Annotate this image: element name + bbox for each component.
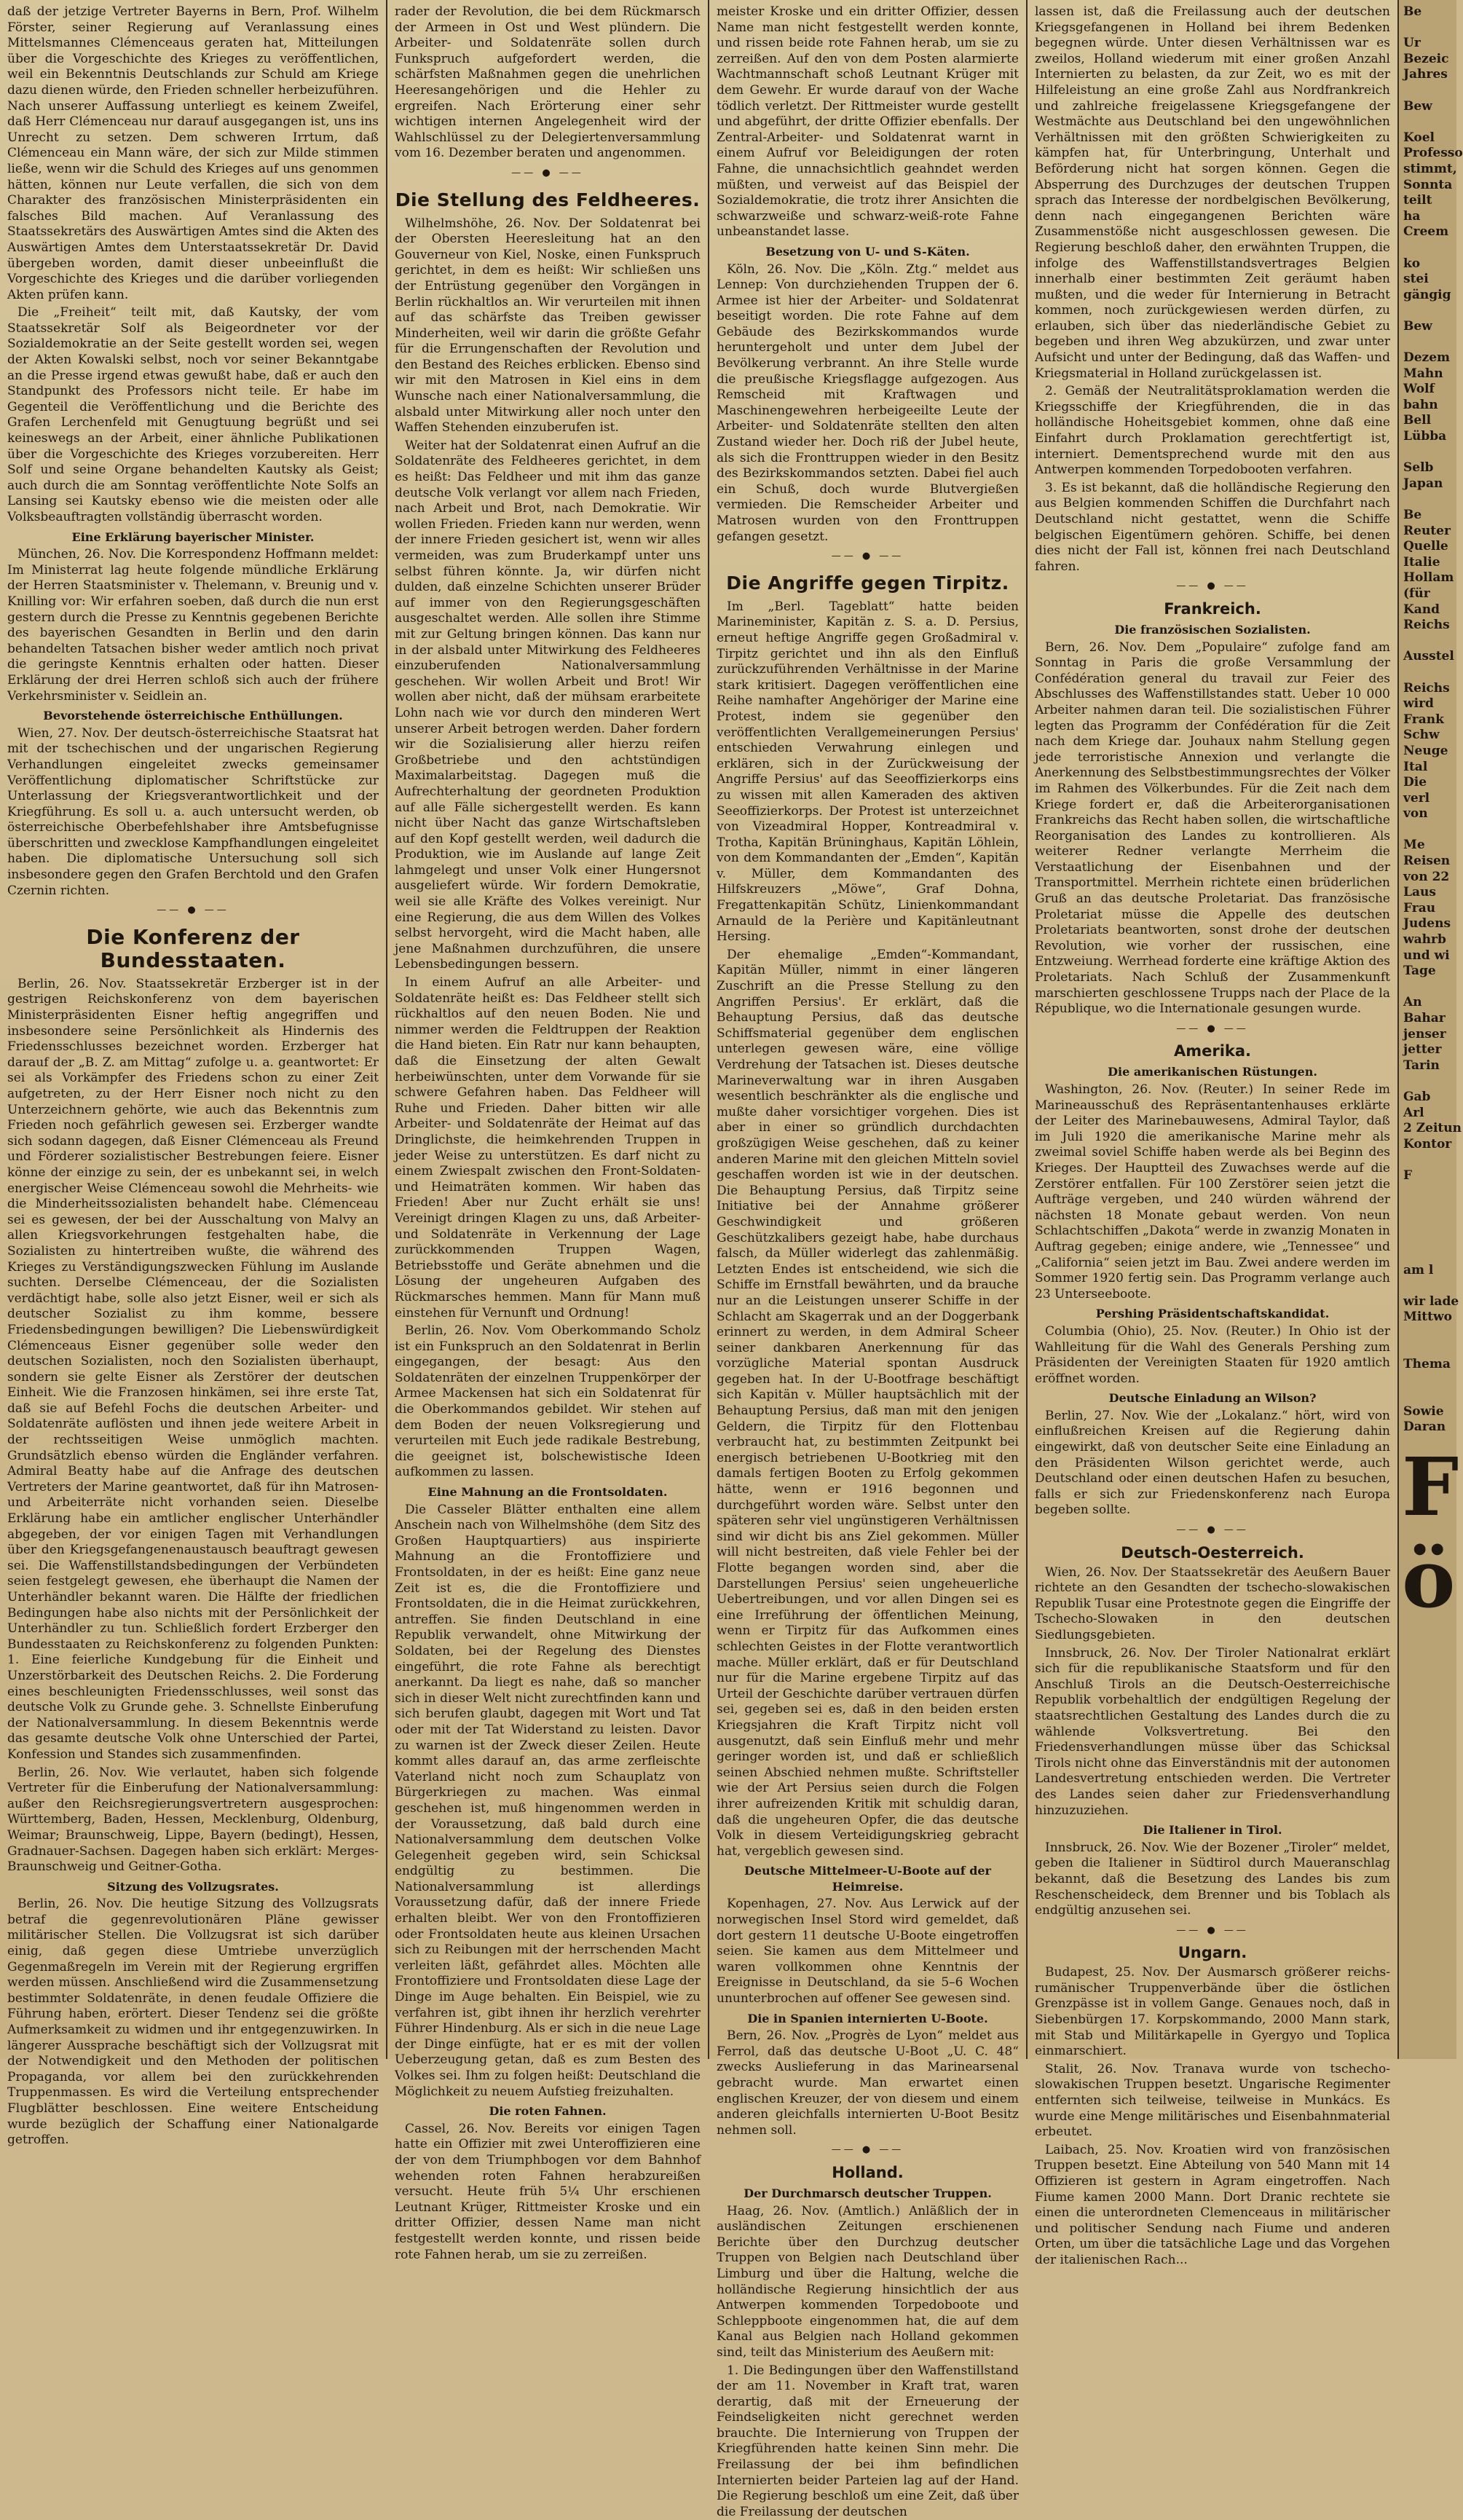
cropped-text-line: Frau	[1403, 901, 1455, 917]
cropped-text-line: Japan	[1403, 476, 1455, 492]
article-text: Berlin, 26. Nov. Staatssekretär Erzberger ist in der gestrigen Reichskonferenz von dem bayerischen Ministerpräsidenten Eisner heftig angegriffen und insbesondere seine Persönlichkeit als Hindernis des Friedensschlusses bezeichnet worden. Erzberger hat darauf der „B. Z. am Mittag“ zufolge u. a. geantwortet: Er sei als Vorkämpfer des Friedens schon zu einer Zeit aufgetreten, zu der Herr Eisner noch nicht zu den Unterzeichnern gehörte, wie auch das Bekenntnis zum Frieden noch gefährlich gewesen sei. Erzberger wandte sich sodann dagegen, daß Eisner Clémenceau als Freund und Förderer sozialistischer Bestrebungen feiere. Eisner könne der einzige zu sein, der es unbekannt sei, in welch energischer Weise Clémenceau sowohl die Mehrheits- wie die Minderheitssozialisten behandelt habe. Clémenceau sei es gewesen, der bei der Ausschaltung von Malvy an allen Kriegsvorkehrungen festgehalten habe, die Sozialisten zu hintertreiben wußte, die während des Krieges zu Verständigungszwecken Fühlung im Auslande suchten. Derselbe Clémenceau, der die Sozialisten verdächtigt habe, solle also jetzt Eisner, weil er sich als deutscher Sozialist zu ihm komme, bessere Friedensbedingungen bewilligen? Die Liebenswürdigkeit Clémenceaus Eisner gegenüber solle weder den deutschen Sozialisten, noch den Sozialisten überhaupt, sondern sie gelte Eisner als Zerstörer der deutschen Einheit. Wie die Franzosen hinkämen, sei ihre erste Tat, daß sie auf Befehl Fochs die deutschen Arbeiter- und Soldatenräte auflösten und ihnen jede weitere Arbeit in der rechtsseitigen Weise unmöglich machten. Grundsätzlich ebenso würden die Engländer verfahren. Admiral Beatty habe auf die Anfrage des deutschen Vertreters der Marine geantwortet, daß für ihn Matrosen- und Arbeiterräte nicht vorhanden seien. Dieselbe Erklärung habe ein amtlicher englischer Unterhändler abgegeben, der vor einigen Tagen mit Verhandlungen über den Kriegsgefangenenaustausch beauftragt gewesen sei. Die Waffenstillstandsbedingungen der Verbündeten seien festgelegt gewesen, ehe überhaupt die Namen der Unterhändler bekannt waren. Die Hälfte der friedlichen Bedingungen habe also nichts mit der Persönlichkeit der Unterhändler zu tun. Schließlich fordert Erzberger den Bundesstaaten zu Reichskonferenz zu folgenden Punkten: 1. Eine feierliche Kundgebung für die Einheit und Unzerstörbarkeit des Deutschen Reichs. 2. Die Forderung eines beschleunigten Friedensschlusses, weil sonst das deutsche Volk zu Grunde gehe. 3. Schnellste Einberufung der Nationalversammlung. In diesem Bekenntnis werde das gesamte deutsche Volk ohne Unterschied der Partei, Konfession und Standes sich zusammenfinden.	[7, 977, 379, 1763]
article-text: meister Kroske und ein dritter Offizier, dessen Name man nicht festgestellt werden konnte, und rissen beide rote Fahnen herab, um sie zu zerreißen. Auf den von dem Posten alarmierte Wachtmannschaft schoß Leutnant Krüger mit dem Gewehr. Er wurde darauf von der Wache tödlich verletzt. Der Rittmeister wurde gestellt und abgeführt, der dritte Offizier ebenfalls. Der Zentral-Arbeiter- und Soldatenrat warnt in einem Aufruf vor Beleidigungen der roten Fahne, die unnachsichtlich geahndet werden müßten, und verweist auf das Beispiel der Sozialdemokratie, die trotz ihrer Ansichten die schwarzweiße und schwarz-weiß-rote Fahne unbeanstandet lasse.	[717, 4, 1019, 240]
cropped-text-line: am l	[1403, 1263, 1455, 1279]
section-heading: Eine Mahnung an die Frontsoldaten.	[395, 1484, 701, 1500]
cropped-text-line	[1403, 1216, 1455, 1232]
cropped-text-line: Be	[1403, 4, 1455, 20]
cropped-text-line: Tarin	[1403, 1058, 1455, 1074]
article-text: Weiter hat der Soldatenrat einen Aufruf an die Soldatenräte des Feldheeres gerichtet, in dem es heißt: Das Feldheer und mit ihm das ganze deutsche Volk verlangt vor allem nach Frieden, nach Arbeit und Brot, nach Demokratie. Wir wollen Frieden. Frieden kann nur werden, wenn der innere Frieden gesichert ist, wenn wir alles vermeiden, was zum Bruderkampf unter uns selbst führen könnte. Ja, wir dürfen nicht dulden, daß einzelne Schichten unserer Brüder auf immer von den Regierungsgeschäften ausgeschaltet werden. Alle sollen ihre Stimme mit zur Geltung bringen können. Das kann nur in der alsbald unter Mitwirkung des Feldheeres einzuberufenden Nationalversammlung geschehen. Wir wollen Arbeit und Brot! Wir wollen aber nicht, daß der mühsam erarbeitete Lohn nach wie vor durch den minderen Wert unserer Arbeit betrogen werden. Daher fordern wir die Sozialisierung aller hierzu reifen Großbetriebe und den achtstündigen Maximalarbeitstag. Dagegen muß die Aufrechterhaltung der geordneten Produktion auf alle Fälle sichergestellt werden. Es kann nicht über Nacht das ganze Wirtschaftsleben auf den Kopf gestellt werden, weil dadurch die Produktion, wie im Auslande auf lange Zeit lahmgelegt und unser Volk einer Hungersnot ausgeliefert würde. Wir fordern Demokratie, weil sie alle Kräfte des Volkes vereinigt. Nur eine Regierung, die aus dem Willen des Volkes selbst hervorgeht, wird die Macht haben, alle jene Maßnahmen durchzuführen, die unsere Lebensbedingungen bessern.	[395, 438, 701, 973]
article-text: Berlin, 27. Nov. Wie der „Lokalanz.“ hört, wird von einflußreichen Kreisen auf die Regierung dahin eingewirkt, daß von deutscher Seite eine Einladung an den Präsidenten Wilson gerichtet werde, auch Deutschland oder einen deutschen Hafen zu besuchen, falls er sich zur Friedenskonferenz nach Europa begeben sollte.	[1035, 1409, 1390, 1519]
cropped-text-line: Mittwo	[1403, 1310, 1455, 1326]
cropped-text-line	[1403, 445, 1455, 461]
cropped-text-line: Wolf	[1403, 382, 1455, 398]
cropped-text-line: von 22	[1403, 870, 1455, 886]
cropped-text-line: Frank	[1403, 712, 1455, 728]
article-text: Stalit, 26. Nov. Tranava wurde von tschecho-slowakischen Truppen besetzt. Ungarische Regimenter entfernten sich teilweise, teilweise in Munkács. Es wurde eine Menge militärisches und Eisenbahnmaterial erbeutet.	[1035, 2062, 1390, 2141]
cropped-text-line	[1403, 665, 1455, 681]
cropped-text-line	[1403, 1278, 1455, 1294]
cropped-text-line	[1403, 1074, 1455, 1090]
cropped-text-line	[1403, 20, 1455, 36]
cropped-text-line: Schw	[1403, 728, 1455, 744]
article-text: Bern, 26. Nov. „Progrès de Lyon“ meldet aus Ferrol, daß das deutsche U-Boot „U. C. 48“ zwecks Auslieferung in das Marinearsenal gebracht wurde. Man erwartet einen englischen Kreuzer, der von diesem und einem anderen gleichfalls internierten U-Boot Besitz nehmen soll.	[717, 2028, 1019, 2138]
divider: —— ● ——	[717, 548, 1019, 564]
article-text: In einem Aufruf an alle Arbeiter- und Soldatenräte heißt es: Das Feldheer stellt sich rückhaltlos auf den neuen Boden. Nie und nimmer werden die Feldtruppen der Reaktion die Hand bieten. Ein Ratr nur kann behaupten, daß die Einsetzung der alten Gewalt herbeiwünschten, unter dem Vorwande für sie schwere Gefahren haben. Das Feldheer will Ruhe und Frieden. Daher bitten wir alle Arbeiter- und Soldatenräte der Heimat auf das Dringlichste, die heimkehrenden Truppen in jeder Weise zu unterstützen. Es darf nicht zu einem Zwiespalt zwischen den Front-Soldaten- und Heimaträten kommen. Wir haben das Frieden! Aber nur Zucht erhält sie uns! Vereinigt dringen Klagen zu uns, daß Arbeiter- und Soldatenräte in Verkennung der Lage zurückkommenden Truppen Wagen, Betriebsstoffe und Geräte abnehmen und die Lösung der ungeheuren Aufgaben des Rückmarsches hemmen. Mann für Mann muß einstehen für Vernunft und Ordnung!	[395, 975, 701, 1321]
cropped-text-line: Ur	[1403, 36, 1455, 52]
section-heading: Die roten Fahnen.	[395, 2103, 701, 2119]
cropped-text-line: Gab	[1403, 1090, 1455, 1106]
cropped-text-line: Me	[1403, 838, 1455, 854]
article-text: Köln, 26. Nov. Die „Köln. Ztg.“ meldet aus Lennep: Von durchziehenden Truppen der 6. Armee ist hier der Arbeiter- und Soldatenrat beseitigt worden. Die rote Fahne auf dem Gebäude des Bezirkskommandos wurde heruntergeholt und unter dem Jubel der Bevölkerung verbrannt. An ihre Stelle wurde die preußische Kriegsflagge aufgezogen. Aus Remscheid mit Kraftwagen und Maschinengewehren herbeigeeilte Leute der Arbeiter- und Soldatenräte stellten den alten Zustand wieder her. Doch riß der Jubel heute, als sich die Fronttruppen wieder in den Besitz des Bezirkskommandos setzten. Dabei fiel auch ein Schuß, doch wurde Blutvergießen vermieden. Die Remscheider Arbeiter und Matrosen wurden von den Fronttruppen gefangen gesetzt.	[717, 262, 1019, 546]
cropped-text-line: Dezem	[1403, 350, 1455, 366]
section-heading: Deutsche Mittelmeer-U-Boote auf der Heimreise.	[717, 1863, 1019, 1894]
section-heading: Deutsche Einladung an Wilson?	[1035, 1390, 1390, 1406]
article-text: daß der jetzige Vertreter Bayerns in Bern, Prof. Wilhelm Förster, seiner Regierung auf Veranlassung eines Mittelsmannes Clémenceaus geraten hat, Mitteilungen über die Vorgeschichte des Krieges zu veröffentlichen, weil ein Bekenntnis Deutschlands zur Schuld am Kriege dazu dienen würde, den Frieden schneller herbeizuführen. Nach unserer Auffassung unterliegt es keinem Zweifel, daß Herr Clémenceau nur darauf ausgegangen ist, uns ins Unrecht zu setzen. Dem schweren Irrtum, daß Clémenceau ein Mann wäre, der sich zur Milde stimmen ließe, wenn wir die Schuld des Krieges auf uns genommen hätten, können nur Leute verfallen, die sich von dem Charakter des französischen Ministerpräsidenten ein falsches Bild machen. Auf Veranlassung des Staatssekretärs des Auswärtigen Amtes sind die Akten des Auswärtigen Amtes dem Unterstaatssekretär Dr. David übergeben worden, damit dieser unbeeinflußt die Vorgeschichte des Krieges und die darüber vorliegenden Akten prüfen kann.	[7, 4, 379, 303]
cropped-text-line: Mahn	[1403, 366, 1455, 382]
article-text: Die Casseler Blätter enthalten eine allem Anschein nach von Wilhelmshöhe (dem Sitz des Großen Hauptquartiers) aus inspirierte Mahnung an die Frontoffiziere und Frontsoldaten, in der es heißt: Eine ganz neue Zeit ist es, die die Frontoffiziere und Frontsoldaten, die in die Heimat zurückkehren, antreffen. Sie finden Deutschland in eine Republik verwandelt, ohne Mitwirkung der Soldaten, bei der Regelung des Dienstes eingeführt, die rote Fahne als berechtigt anerkannt. Da liegt es nahe, daß so mancher sich in dieser Welt nicht zurechtfinden kann und sich berufen glaubt, dagegen mit Wort und Tat oder mit der Tat Widerstand zu leisten. Davor zu warnen ist der Zweck dieser Zeilen. Heute kommt alles darauf an, das arme zerfleischte Vaterland nicht noch zum Schauplatz von Bürgerkriegen zu machen. Was einmal geschehen ist, muß hingenommen werden in der Voraussetzung, daß bald durch eine Nationalversammlung dem deutschen Volke Gelegenheit gegeben wird, sein Schicksal endgültig zu bestimmen. Die Nationalversammlung ist allerdings Voraussetzung dafür, daß der innere Friede erhalten bleibt. Wer von den Frontoffizieren oder Frontsoldaten heute aus kleinen Ursachen sich zu Reibungen mit der herrschenden Macht verleiten läßt, gefährdet alles. Möchten alle Frontoffiziere und Frontsoldaten diese Lage der Dinge im Auge behalten. Ein Beispiel, wie zu verfahren ist, gibt ihnen ihr herzlich verehrter Führer Hindenburg. Als er sich in die neue Lage der Dinge einfügte, hat er es mit der vollen Ueberzeugung getan, daß es zum Besten des Volkes sei. Ihm zu folgen heißt: Deutschland die Möglichkeit zu neuem Aufstieg freizuhalten.	[395, 1503, 701, 2100]
cropped-text-line: Daran	[1403, 1420, 1455, 1436]
article-text: Im „Berl. Tageblatt“ hatte beiden Marineminister, Kapitän z. S. a. D. Persius, erneut heftige Angriffe gegen Großadmiral v. Tirpitz gerichtet und ihn als den Einfluß zurückzuführenden Verhältnisse in der Marine stark kritisiert. Dagegen veröffentlichen eine Reihe namhafter Angehöriger der Marine eine Protest, indem sie gegenüber den veröffentlichten Verallgemeinerungen Persius' entschieden Verwahrung einlegen und erklären, sich in der Zurückweisung der Angriffe Persius' auf das Seeoffizierkorps eins zu wissen mit allen Kameraden des aktiven Seeoffizierkorps. Der Protest ist unterzeichnet von Vizeadmiral Hopper, Kontreadmiral v. Trotha, Kapitän Brüninghaus, Kapitän Löhlein, von dem Kommandanten der „Emden“, Kapitän v. Müller, dem Kommandanten des Hilfskreuzers „Möwe“, Graf Dohna, Fregattenkapitän Schütz, Linienkommandant Arnauld de la Perière und Kapitänleutnant Hersing.	[717, 599, 1019, 945]
section-heading: Eine Erklärung bayerischer Minister.	[7, 529, 379, 546]
cropped-text-line: Bahar	[1403, 1011, 1455, 1027]
cropped-text-line: Reichs	[1403, 681, 1455, 697]
article-title: Ungarn.	[1035, 1944, 1390, 1962]
section-heading: Die amerikanischen Rüstungen.	[1035, 1064, 1390, 1080]
column-4	[1028, 0, 1397, 2059]
cropped-text-line	[1403, 1326, 1455, 1342]
cropped-text-line: F	[1403, 1168, 1455, 1184]
cropped-text-line	[1403, 634, 1455, 650]
divider: —— ● ——	[1035, 578, 1390, 594]
article-title: Die Stellung des Feldheeres.	[395, 189, 701, 212]
cropped-text-line: jenser	[1403, 1027, 1455, 1043]
article-text: Berlin, 26. Nov. Die heutige Sitzung des Vollzugsrats betraf die gegenrevolutionären Pläne gewisser militärischer Stellen. Die Vollzugsrat ist sich darüber einig, daß gegen diese Umtriebe unverzüglich Gegenmaßregeln im Verein mit der Regierung ergriffen werden müssen. Anschließend wird die Zusammensetzung bestimmter Soldatenräte, in denen feudale Offiziere die Führung haben, erörtert. Dieser Tendenz sei die größte Aufmerksamkeit zu widmen und ihr entgegenzuwirken. In längerer Aussprache beschäftigt sich der Vollzugsrat mit der Notwendigkeit und den Methoden der politischen Propaganda, vor allem bei den zurückkehrenden Truppenmassen. Es wird die Verteilung entsprechender Flugblätter beschlossen. Eine weitere Entscheidung wurde bezüglich der Schaffung einer Nationalgarde getroffen.	[7, 1897, 379, 2149]
cropped-text-line: Jahres	[1403, 67, 1455, 83]
cropped-text-line	[1403, 822, 1455, 838]
divider: —— ● ——	[1035, 1522, 1390, 1538]
article-text: Kopenhagen, 27. Nov. Aus Lerwick auf der norwegischen Insel Stord wird gemeldet, daß dort gestern 11 deutsche U-Boote eingetroffen seien. Sie kamen aus dem Mittelmeer und waren vollkommen ohne Kenntnis der Ereignisse in Deutschland, da sie 5–6 Wochen ununterbrochen auf offener See gewesen sind.	[717, 1897, 1019, 2007]
article-text: Innsbruck, 26. Nov. Der Tiroler Nationalrat erklärt sich für die republikanische Staatsform und für den Anschluß Tirols an die Deutsch-Oesterreichische Republik vorbehaltlich der endgültigen Regelung der staatsrechtlichen Gestaltung des Landes durch die zu wählende Volksvertretung. Bei den Friedensverhandlungen müsse über das Schicksal Tirols nicht ohne das Einverständnis mit der autonomen Landesvertretung entschieden werden. Die Vertreter des Landes seien daher zur Friedensverhandlung hinzuzuziehen.	[1035, 1646, 1390, 1819]
article-text: Berlin, 26. Nov. Wie verlautet, haben sich folgende Vertreter für die Einberufung der Nationalversammlung: außer den Reichsregierungsvertretern ausgesprochen: Württemberg, Baden, Hessen, Mecklenburg, Oldenburg, Weimar; Braunschweig, Lippe, Bayern (bedingt), Hessen, Gradnauer-Sachsen. Dagegen haben sich erklärt: Merges-Braunschweig und Geitner-Gotha.	[7, 1765, 379, 1875]
article-text: 2. Gemäß der Neutralitätsproklamation werden die Kriegsschiffe der Kriegführenden, die in das holländische Hoheitsgebiet kommen, ohne daß eine Einfahrt durch Proklamation gerechtfertigt ist, interniert. Dementsprechend wurde mit den aus Antwerpen kommenden Torpedobooten verfahren.	[1035, 384, 1390, 479]
ad-large-letter: F	[1402, 1447, 1455, 1527]
cropped-text-line	[1403, 1388, 1455, 1404]
article-title: Deutsch-Oesterreich.	[1035, 1544, 1390, 1562]
article-text: Die „Freiheit“ teilt mit, daß Kautsky, der vom Staatssekretär Solf als Beigeordneter vor der Sozialdemokratie an der Seite gestellt worden sei, wegen der Akten Kowalski selbst, noch vor seiner Bekanntgabe an die Presse irgend etwas gewußt habe, daß er auch den Standpunkt des Professors nicht teile. Er habe im Gegenteil die Veröffentlichung und die Berichte des Grafen Lerchenfeld mit Genugtuung begrüßt und sei keineswegs an der Arbeit, einer ähnliche Publikationen über die Vorgeschichte des Krieges vorzubereiten. Herr Solf und seine Organe behandelten Kautsky als Geist; auch durch die am Sonntag veröffentlichte Note Solfs an Lansing sei Kautsky ebenso wie die meisten oder alle Volksbeauftragten vollständig überrascht worden.	[7, 305, 379, 525]
divider: —— ● ——	[1035, 1923, 1390, 1939]
article-text: Laibach, 25. Nov. Kroatien wird von französischen Truppen besetzt. Eine Abteilung von 540 Mann mit 14 Offizieren ist gestern in Agram eingetroffen. Nach Fiume kamen 2000 Mann. Dort Dranic rechtete sie einen die unterordneten Clemenceaus in militärischer und politischer Sendung nach Fiume und anderen Orten, um über die tatsächliche Lage und das Vorgehen der italienischen Rach...	[1035, 2143, 1390, 2269]
article-text: Columbia (Ohio), 25. Nov. (Reuter.) In Ohio ist der Wahlleitung für die Wahl des Generals Pershing zum Präsidenten der Vereinigten Staaten für 1920 amtlich eröffnet worden.	[1035, 1324, 1390, 1387]
cropped-text-line: ha	[1403, 209, 1455, 225]
cropped-text-line: wir lade	[1403, 1294, 1455, 1310]
cropped-text-line	[1403, 114, 1455, 130]
cropped-text-line: (für	[1403, 586, 1455, 602]
cropped-text-line	[1403, 1247, 1455, 1263]
cropped-text-line	[1403, 1341, 1455, 1357]
section-heading: Bevorstehende österreichische Enthüllungen.	[7, 708, 379, 724]
cropped-text-line	[1403, 1184, 1455, 1200]
article-text: 1. Die Bedingungen über den Waffenstillstand der am 11. November in Kraft trat, waren derartig, daß mit der Erneuerung der Feindseligkeiten nicht gerechnet werden brauchte. Die Internierung von Truppen der Kriegführenden hatte keinen Sinn mehr. Die Freilassung der bei ihm befindlichen Internierten beider Parteien lag auf der Hand. Die Regierung beschloß um eine Zeit, daß über die Freilassung der deutschen	[717, 2363, 1019, 2520]
cropped-text-line: Professo	[1403, 146, 1455, 162]
cropped-text-line: Kand	[1403, 602, 1455, 618]
article-text: München, 26. Nov. Die Korrespondenz Hoffmann meldet: Im Ministerrat lag heute folgende mündliche Erklärung der Herren Staatsminister v. Thelemann, v. Breunig und v. Knilling vor: Wir erfahren soeben, daß durch die nun erst gestern durch die Presse zu Kenntnis gegebenen Berichte des bayerischen Gesandten in Berlin und den darin behandelten Tatsachen bisher weder amtlich noch privat die geringste Kenntnis erhalten oder hatten. Dieser Erklärung der drei Herren schloß sich auch der frühere Verkehrsminister v. Seidlein an.	[7, 547, 379, 704]
section-heading: Sitzung des Vollzugsrates.	[7, 1879, 379, 1895]
cropped-text-lines	[1403, 4, 1455, 1436]
article-text: Budapest, 25. Nov. Der Ausmarsch größerer reichs-rumänischer Truppenverbände über die östlichen Grenzpässe ist in vollem Gange. Genaues noch, daß in Siebenbürgen 17. Korpskommando, 2000 Mann stark, mit Stab und Militärkapelle in Gyergyo und Toplica einmarschiert.	[1035, 1965, 1390, 2060]
cropped-text-line: Ital	[1403, 760, 1455, 776]
cropped-text-line: verl	[1403, 791, 1455, 807]
cropped-text-line: Sonnta	[1403, 178, 1455, 194]
cropped-text-line	[1403, 240, 1455, 256]
section-heading: Die Italiener in Tirol.	[1035, 1822, 1390, 1838]
column-3	[709, 0, 1026, 2059]
cropped-text-line: und wi	[1403, 948, 1455, 964]
article-text: rader der Revolution, die bei dem Rückmarsch der Armeen in Ost und West plündern. Die Arbeiter- und Soldatenräte sollen durch Funkspruch aufgefordert werden, die schärfsten Maßnahmen gegen die unehrlichen Heeresangehörigen und die Hehler zu ergreifen. Nach Erörterung einer sehr wichtigen internen Angelegenheit wird der Wahlschlüssel zu der Delegiertenversammlung vom 16. Dezember beraten und angenommen.	[395, 4, 701, 162]
cropped-text-line: jetter	[1403, 1042, 1455, 1058]
cropped-text-line: teilt	[1403, 193, 1455, 209]
cropped-text-line	[1403, 1152, 1455, 1168]
cropped-text-line: Reisen	[1403, 854, 1455, 870]
article-title: Amerika.	[1035, 1042, 1390, 1060]
article-title: Die Konferenz der Bundesstaaten.	[7, 926, 379, 972]
cropped-text-line: von	[1403, 806, 1455, 822]
cropped-text-line	[1403, 334, 1455, 350]
section-heading: Besetzung von U- und S-Käten.	[717, 244, 1019, 260]
cropped-text-line: Kontor	[1403, 1137, 1455, 1153]
article-text: Washington, 26. Nov. (Reuter.) In seiner Rede im Marineausschuß des Repräsentantenhauses erklärte der Leiter des Marinebauwesens, Admiral Taylor, daß im Juli 1920 die amerikanische Marine mehr als zweimal soviel Schiffe haben werde als bei Beginn des Krieges. Der Hauptteil des Zuwachses werde auf die Zerstörer entfallen. Für 100 Zerstörer seien jetzt die Aufträge vergeben, und 240 würden während der nächsten 18 Monate gebaut werden. Von neun Schlachtschiffen „Dakota“ werde in zwanzig Monaten in Auftrag gegeben; einige andere, wie „Tennessee“ und „California“ seien jetzt im Bau. Zwei andere werden im Sommer 1920 fertig sein. Das Programm verlange auch 23 Unterseeboote.	[1035, 1082, 1390, 1302]
column-2	[387, 0, 708, 2059]
cropped-text-line: 2 Zeitun	[1403, 1121, 1455, 1137]
cropped-text-line: Bew	[1403, 99, 1455, 115]
cropped-text-line: Reichs	[1403, 618, 1455, 634]
article-text: 3. Es ist bekannt, daß die holländische Regierung den aus Belgien kommenden Schiffen die Durchfahrt nach Deutschland nicht gestattet, wenn die Schiffe belgischen Eigentümern gehören. Schiffe, bei denen dies nicht der Fall ist, können frei nach Deutschland fahren.	[1035, 481, 1390, 575]
cropped-text-line: Lübba	[1403, 429, 1455, 445]
cropped-text-line: Tage	[1403, 964, 1455, 980]
cropped-text-line	[1403, 1200, 1455, 1216]
cropped-text-line	[1403, 980, 1455, 996]
column-1	[0, 0, 386, 2059]
cropped-text-line: An	[1403, 995, 1455, 1011]
cropped-text-line: bahn	[1403, 398, 1455, 414]
cropped-text-line: Koel	[1403, 130, 1455, 146]
cropped-text-line	[1403, 492, 1455, 508]
article-title: Frankreich.	[1035, 600, 1390, 618]
article-text: Berlin, 26. Nov. Vom Oberkommando Scholz ist ein Funkspruch an den Soldatenrat in Berlin eingegangen, der besagt: Aus den Soldatenräten der einzelnen Truppenkörper der Armee Mackensen hat sich ein Soldatenrat für die Oberkommandos gebildet. Wir stehen auf dem Boden der neuen Volksregierung und verurteilen mit Euch jede radikale Bestrebung, die geeignet ist, bolschewistische Ideen aufkommen zu lassen.	[395, 1323, 701, 1481]
article-text: Innsbruck, 26. Nov. Wie der Bozener „Tiroler“ meldet, geben die Italiener in Südtirol durch Maueranschlag bekannt, daß die Besetzung des Landes bis zum Reschenscheideck, dem Brenner und bis Toblach als endgültig anzusehen sei.	[1035, 1840, 1390, 1919]
cropped-text-line: Bell	[1403, 413, 1455, 429]
cropped-text-line: Thema	[1403, 1357, 1455, 1373]
article-title: Die Angriffe gegen Tirpitz.	[717, 572, 1019, 595]
article-text: Der ehemalige „Emden“-Kommandant, Kapitän Müller, nimmt in einer längeren Zuschrift an die Presse Stellung zu den Angriffen Persius'. Er erklärt, daß die Behauptung Persius, daß das deutsche Schiffsmaterial gegenüber dem englischen unterlegen gewesen wäre, eine völlige Verdrehung der Tatsachen ist. Dieses deutsche Marineverwaltung war in ihren Ausgaben wesentlich beschränkter als die englische und mußte daher vorsichtiger vorgehen. Dies ist aber in einer so gründlich durchdachten großzügigen Weise geschehen, daß zu keiner anderen Marine mit den gleichen Mitteln soviel geschaffen worden ist wie in der deutschen. Die Behauptung Persius, daß Tirpitz seine Initiative bei der Annahme größerer Geschwindigkeit und größeren Geschützkalibers gezeigt habe, habe durchaus falsch, da Müller widerlegt das zahlenmäßig. Letzten Endes ist entscheidend, wie sich die Schiffe im Ernstfall bewährten, und da brauche nur an die Leistungen unserer Schiffe in der Schlacht am Skagerrak und an der Doggerbank erinnert zu werden, in dem Admiral Scheer seiner dankbaren Anerkennung für das vorzügliche Material spontan Ausdruck gegeben hat. In der U-Bootfrage beschäftigt sich Kapitän v. Müller hauptsächlich mit der Behauptung Persius, daß man mit den jenigen Geldern, die Tirpitz für den Flottenbau verbraucht hat, zu bestimmten Zeitpunkt bei energisch betriebenen U-Bootkrieg mit den damals fertigen Booten zu Erfolg gekommen hätte, wenn er 1916 begonnen und durchgeführt worden wäre. Selbst unter den späteren sehr viel ungünstigeren Verhältnissen sind wir dicht bis ans Ziel gekommen. Müller will nicht bestreiten, daß viele Fehler bei der Flotte begangen worden sind, aber die Darstellungen Persius' seien ungeheuerliche Uebertreibungen, und vor allen Dingen sei es eine Irreführung der öffentlichen Meinung, wenn er Tirpitz für das Aufkommen eines schlechten Geistes in der Flotte verantwortlich mache. Müller erklärt, daß er für Deutschland nur für die Marine ergebene Tirpitz auf das Urteil der Geschichte darüber vertrauen dürfen sei, gegeben sei es, daß in den beiden ersten Kriegsjahren die Kraft Tirpitz nicht voll ausgenutzt, daß sein Einfluß mehr und mehr geringer worden ist, und daß er schließlich seinen Abschied nehmen mußte. Schriftsteller wie der Art Persius seien durch die Folgen ihrer aufreizenden Kritik mit schuldig daran, daß die ungeheuren Opfer, die das deutsche Volk in diesem Verteidigungskrieg gebracht hat, vergeblich gewesen sind.	[717, 948, 1019, 1859]
cropped-text-line: Bezeic	[1403, 52, 1455, 68]
cropped-text-line: Sowie	[1403, 1404, 1455, 1420]
cropped-text-line: Ausstel	[1403, 649, 1455, 665]
divider: —— ● ——	[717, 2142, 1019, 2158]
article-text: Cassel, 26. Nov. Bereits vor einigen Tagen hatte ein Offizier mit zwei Unteroffizieren eine der von dem Triumphbogen vor dem Bahnhof wehenden roten Fahnen herabzureißen versucht. Heute früh 5¼ Uhr erschienen Leutnant Krüger, Rittmeister Kroske und ein dritter Offizier, dessen Name man nicht festgestellt werden konnte, und rissen beide rote Fahnen herab, um sie zu zerreißen.	[395, 2122, 701, 2263]
cropped-text-line: stimmt,	[1403, 162, 1455, 178]
section-heading: Pershing Präsidentschaftskandidat.	[1035, 1306, 1390, 1322]
article-text: Wien, 27. Nov. Der deutsch-österreichische Staatsrat hat mit der tschechischen und der ungarischen Regierung Verhandlungen eingeleitet zwecks gemeinsamer Veröffentlichung diplomatischer Schriftstücke zur Unterlassung der Kriegsverantwortlichkeit und der Kriegführung. Es soll u. a. auch untersucht werden, ob österreichische Oberbefehlshaber ihre Amtsbefugnisse überschritten und zwecklose Kampfhandlungen eingeleitet haben. Die diplomatische Untersuchung soll sich insbesondere gegen den Grafen Berchtold und den Grafen Czernin richten.	[7, 726, 379, 899]
article-text: Haag, 26. Nov. (Amtlich.) Anläßlich der in ausländischen Zeitungen erschienenen Berichte über den Durchzug deutscher Truppen von Belgien nach Deutschland über Limburg und über die Haltung, welche die holländische Regierung hinsichtlich der aus Antwerpen kommenden Torpedoboote und Schleppboote eingenommen hat, die auf dem Kanal aus Belgien nach Holland gekommen sind, teilt das Ministerium des Aeußern mit:	[717, 2204, 1019, 2361]
divider: —— ● ——	[1035, 1021, 1390, 1037]
cropped-text-line: Reuter	[1403, 524, 1455, 540]
cropped-text-line	[1403, 303, 1455, 319]
ad-large-letter: ö	[1402, 1539, 1455, 1619]
cropped-text-line: Italie	[1403, 555, 1455, 571]
cropped-text-line: gängig	[1403, 288, 1455, 304]
cropped-text-line: Selb	[1403, 460, 1455, 476]
cropped-text-line: Laus	[1403, 885, 1455, 901]
column-5-cropped	[1399, 0, 1456, 2059]
divider: —— ● ——	[7, 902, 379, 918]
cropped-text-line: Be	[1403, 508, 1455, 524]
cropped-text-line	[1403, 1231, 1455, 1247]
cropped-text-line: wahrb	[1403, 932, 1455, 948]
article-text: Wien, 26. Nov. Der Staatssekretär des Aeußern Bauer richtete an den Gesandten der tschecho-slowakischen Republik Tusar eine Protestnote gegen die Eingriffe der Tschecho-Slowaken in den deutschen Siedlungsgebieten.	[1035, 1565, 1390, 1644]
section-heading: Die französischen Sozialisten.	[1035, 622, 1390, 638]
cropped-text-line: stei	[1403, 272, 1455, 288]
cropped-text-line: Judens	[1403, 916, 1455, 932]
article-title: Holland.	[717, 2164, 1019, 2182]
cropped-text-line: Neuge	[1403, 744, 1455, 760]
cropped-text-line: Die	[1403, 775, 1455, 791]
cropped-text-line: Bew	[1403, 319, 1455, 335]
cropped-text-line	[1403, 1373, 1455, 1389]
section-heading: Die in Spanien internierten U-Boote.	[717, 2011, 1019, 2027]
cropped-text-line: Quelle	[1403, 539, 1455, 555]
section-heading: Der Durchmarsch deutscher Truppen.	[717, 2186, 1019, 2202]
article-text: lassen ist, daß die Freilassung auch der deutschen Kriegsgefangenen in Holland bei ihrem Bedenken begegnen würde. Unter diesen Verhältnissen war es zweilos, Holland wiederum mit einer großen Anzahl Internierten zu belasten, da zur Zeit, wo es mit der Hilfeleistung an eine große Zahl aus Nordfrankreich und zahlreiche freigelassene Kriegsgefangene der Westmächte aus Deutschland bei den ungewöhnlichen Verhältnissen mit den größten Schwierigkeiten zu kämpfen hat, für Unterbringung, Unterhalt und Beförderung nicht hat sorgen können. Gegen die Absperrung des Durchzuges der deutschen Truppen sprach das Interesse der nordbelgischen Bevölkerung, denn nach eingegangenen Berichten wäre Zusammenstöße nicht ausgeschlossen gewesen. Die Regierung beschloß daher, den erwähnten Truppen, die infolge des Waffenstillstandsvertrages Belgien innerhalb einer bestimmten Zeit geräumt haben mußten, und die weder für Internierung in Betracht kommen, noch zurückgewiesen werden dürfen, zu erlauben, sich über das niederländische Gebiet zu begeben und ihren Weg abzukürzen, und zwar unter Aufsicht und unter der Bedingung, daß das Waffen- und Kriegsmaterial in Holland zurückgelassen ist.	[1035, 4, 1390, 382]
cropped-text-line: Arl	[1403, 1106, 1455, 1122]
cropped-text-line: wird	[1403, 696, 1455, 712]
article-text: Wilhelmshöhe, 26. Nov. Der Soldatenrat bei der Obersten Heeresleitung hat an den Gouverneur von Kiel, Noske, einen Funkspruch gerichtet, in dem es heißt: Wir schließen uns der Entrüstung gegenüber den Vorgängen in Berlin rückhaltlos an. Wir verurteilen mit ihnen auf das schärfste das Treiben gewisser Minderheiten, weil wir darin die größte Gefahr für die Errungenschaften der Revolution und den Bestand des Reiches erblicken. Ebenso sind wir mit den Matrosen in Kiel eins in dem Wunsche nach einer Nationalversammlung, die alsbald unter Mitwirkung aller noch unter den Waffen Stehenden einzuberufen ist.	[395, 216, 701, 436]
cropped-text-line: Hollam	[1403, 570, 1455, 586]
divider: —— ● ——	[395, 165, 701, 181]
cropped-text-line: Creem	[1403, 224, 1455, 240]
article-text: Bern, 26. Nov. Dem „Populaire“ zufolge fand am Sonntag in Paris die große Versammlung der Confédération general du travail zur Feier des Abschlusses des Waffenstillstandes statt. Ueber 10 000 Arbeiter nahmen daran teil. Die sozialistischen Führer legten das Programm der Confédération für die Zeit nach dem Kriege dar. Jouhaux nahm Stellung gegen jede terroristische Annexion und verlangte die Anerkennung des Selbstbestimmungsrechtes der Völker im Rahmen des Völkerbundes. Für die Zeit nach dem Kriege fordert er, daß die Arbeiterorganisationen Frankreichs das Recht haben sollen, die wirtschaftliche Reorganisation des Landes zu kontrollieren. Als weiterer Redner verlangte Merrheim die Verstaatlichung der Eisenbahnen und der Transportmittel. Merrhein richtete einen brüderlichen Gruß an das deutsche Proletariat. Das französische Proletariat müsse die Appelle des deutschen Proletariats beantworten, sonst drohe der deutschen Revolution, wie vorher der russischen, eine Entzweiung. Werrhead forderte eine kräftige Aktion des Proletariats. Nach Schluß der Zusammenkunft marschierten geschlossene Trupps nach der Place de la République, wo die Internationale gesungen wurde.	[1035, 640, 1390, 1017]
cropped-text-line	[1403, 83, 1455, 99]
cropped-text-line: ko	[1403, 256, 1455, 272]
